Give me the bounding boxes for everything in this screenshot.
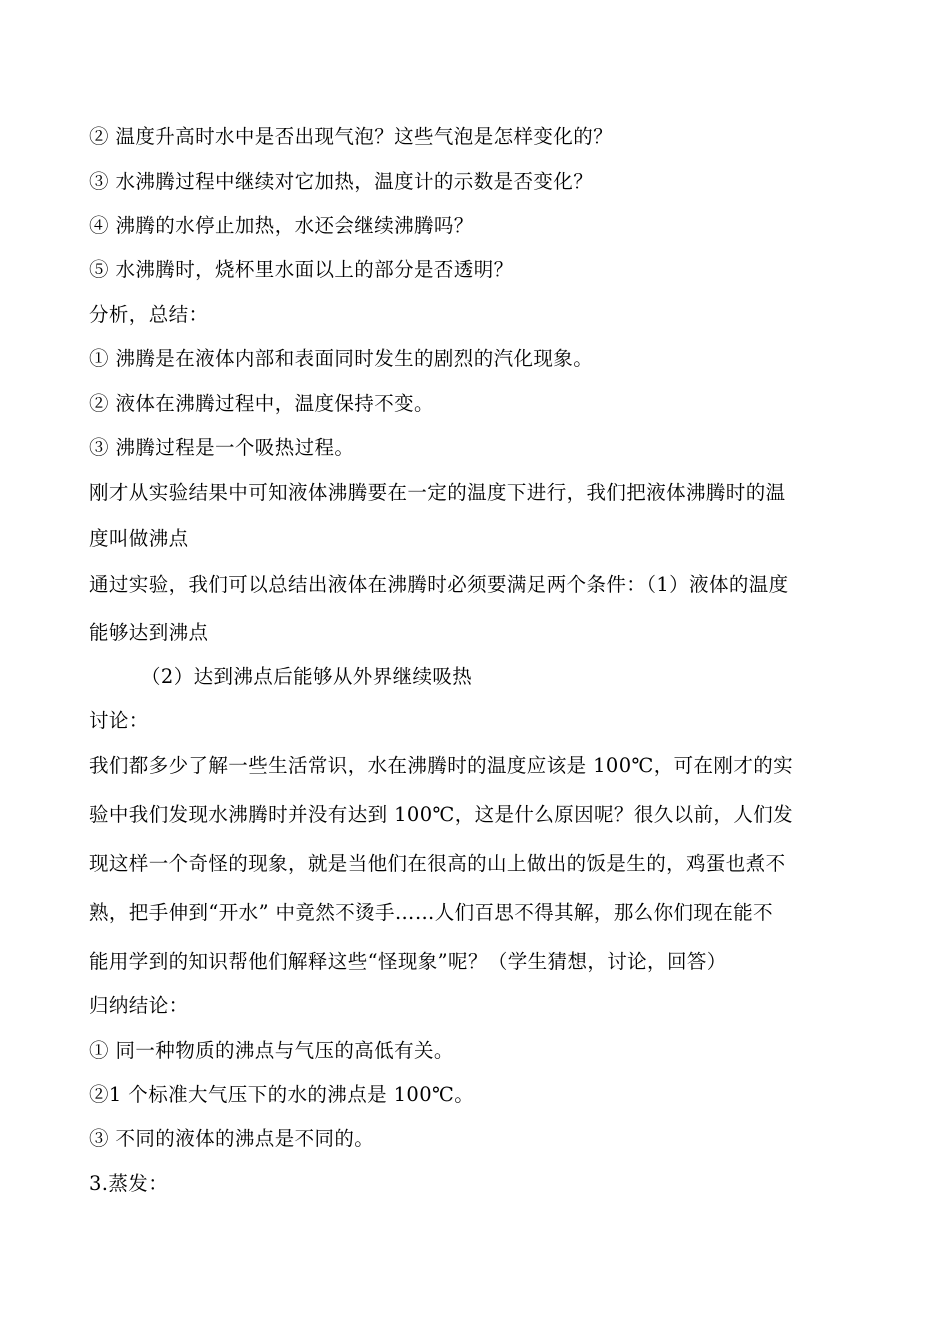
- conclusion-1: ① 沸腾是在液体内部和表面同时发生的剧烈的汽化现象。: [89, 347, 594, 370]
- conclusion-3: ③ 沸腾过程是一个吸热过程。: [89, 436, 355, 459]
- analysis-heading: 分析，总结：: [89, 303, 209, 326]
- boiling-point-paragraph-line-1: 刚才从实验结果中可知液体沸腾要在一定的温度下进行，我们把液体沸腾时的温: [89, 481, 786, 504]
- discussion-paragraph-line-1: 我们都多少了解一些生活常识，水在沸腾时的温度应该是 100℃，可在刚才的实: [89, 754, 794, 777]
- conditions-paragraph-line-2: 能够达到沸点: [89, 621, 209, 644]
- summary-heading: 归纳结论：: [89, 994, 189, 1017]
- discussion-paragraph-line-4: 熟，把手伸到“开水” 中竟然不烫手……人们百思不得其解，那么你们现在能不: [89, 901, 774, 924]
- question-3: ③ 水沸腾过程中继续对它加热，温度计的示数是否变化？: [89, 170, 594, 193]
- conditions-paragraph-line-1: 通过实验，我们可以总结出液体在沸腾时必须要满足两个条件：（1）液体的温度: [89, 573, 789, 596]
- summary-2: ②1 个标准大气压下的水的沸点是 100℃。: [89, 1083, 475, 1106]
- question-4: ④ 沸腾的水停止加热，水还会继续沸腾吗？: [89, 214, 474, 237]
- discussion-heading: 讨论：: [89, 709, 149, 732]
- question-2: ② 温度升高时水中是否出现气泡？这些气泡是怎样变化的？: [89, 125, 613, 148]
- discussion-paragraph-line-3: 现这样一个奇怪的现象，就是当他们在很高的山上做出的饭是生的，鸡蛋也煮不: [89, 852, 786, 875]
- discussion-paragraph-line-2: 验中我们发现水沸腾时并没有达到 100℃，这是什么原因呢？很久以前，人们发: [89, 803, 794, 826]
- discussion-paragraph-line-5: 能用学到的知识帮他们解释这些“怪现象”呢？（学生猜想，讨论，回答）: [89, 950, 727, 973]
- summary-1: ① 同一种物质的沸点与气压的高低有关。: [89, 1039, 454, 1062]
- boiling-point-paragraph-line-2: 度叫做沸点: [89, 527, 189, 550]
- section-evaporation-heading: 3.蒸发：: [89, 1172, 169, 1195]
- question-5: ⑤ 水沸腾时，烧杯里水面以上的部分是否透明？: [89, 258, 514, 281]
- summary-3: ③ 不同的液体的沸点是不同的。: [89, 1127, 375, 1150]
- condition-2: （2）达到沸点后能够从外界继续吸热: [141, 665, 473, 688]
- conclusion-2: ② 液体在沸腾过程中，温度保持不变。: [89, 392, 434, 415]
